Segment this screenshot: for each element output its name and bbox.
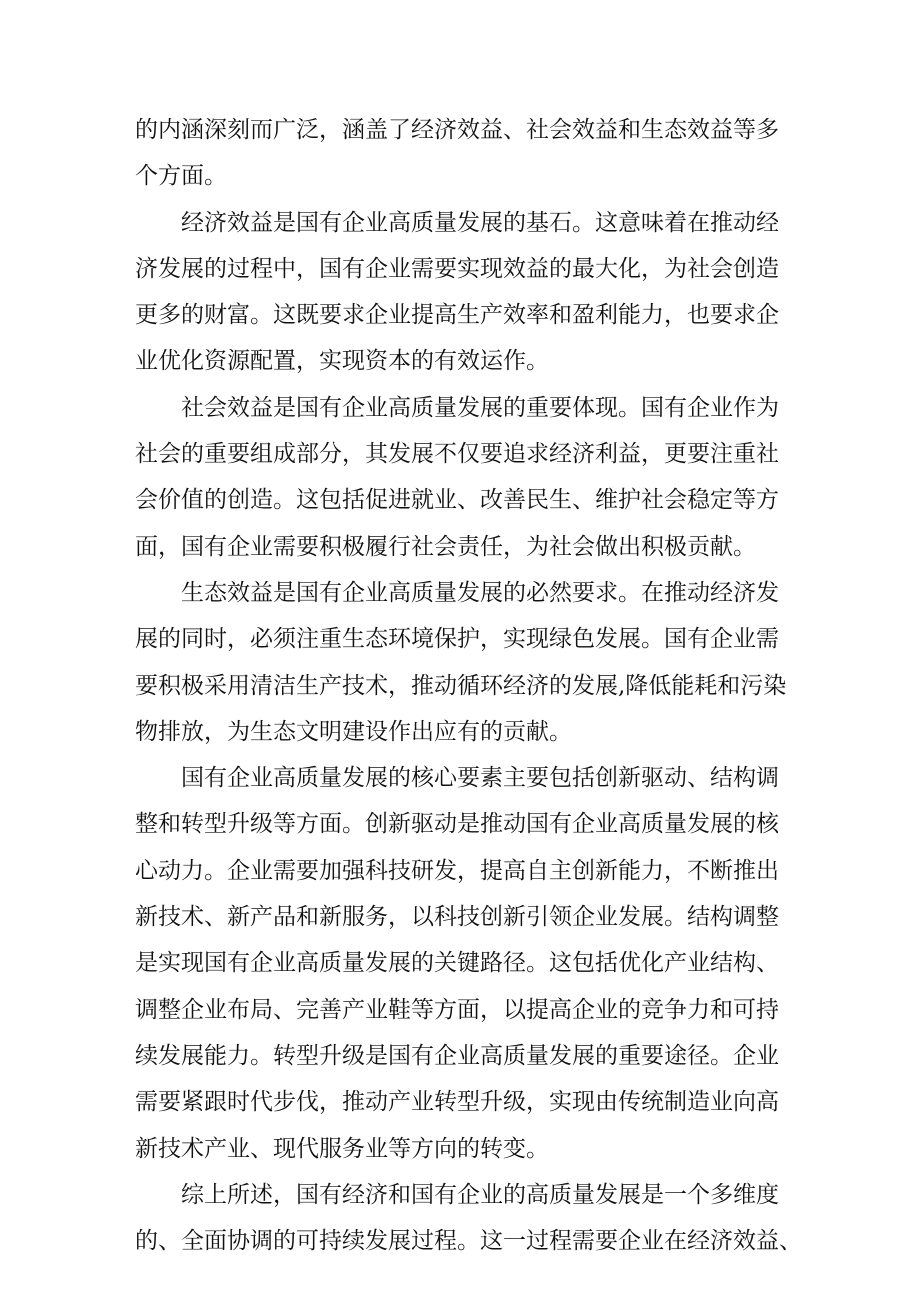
paragraph-conclusion [135, 1172, 802, 1265]
paragraph-economic-benefit [135, 200, 795, 385]
text-line: 的内涵深刻而广泛，涵盖了经济效益、社会效益和生态效益等多 [135, 117, 779, 143]
text-line: 展的同时，必须注重生态环境保护，实现绿色发展。国有企业需 [135, 626, 779, 653]
text-line: 新技术产业、现代服务业等方向的转变。 [135, 1135, 549, 1162]
text-line: 综上所述，国有经济和国有企业的高质量发展是一个多维度 [181, 1181, 779, 1208]
text-line: 整和转型升级等方面。创新驱动是推动国有企业高质量发展的核 [135, 811, 779, 838]
paragraph-continuation [135, 107, 795, 200]
text-line: 社会效益是国有企业高质量发展的重要体现。国有企业作为 [181, 394, 779, 421]
text-line: 个方面。 [135, 163, 227, 190]
text-line: 社会的重要组成部分，其发展不仅要追求经济利益，更要注重社 [135, 441, 779, 468]
text-line: 需要紧跟时代步伐，推动产业转型升级，实现由传统制造业向高 [135, 1089, 779, 1116]
text-line: 国有企业高质量发展的核心要素主要包括创新驱动、结构调 [181, 765, 779, 792]
text-line: 更多的财富。这既要求企业提高生产效率和盈利能力，也要求企 [135, 302, 779, 329]
text-line: 是实现国有企业高质量发展的关键路径。这包括优化产业结构、 [135, 950, 779, 977]
paragraph-ecological-benefit [135, 570, 795, 755]
text-line: 要积极采用清洁生产技术，推动循环经济的发展,降低能耗和污染 [135, 672, 787, 699]
text-line: 济发展的过程中，国有企业需要实现效益的最大化，为社会创造 [135, 255, 779, 282]
text-line: 调整企业布局、完善产业鞋等方面，以提高企业的竞争力和可持 [135, 996, 779, 1023]
text-line: 物排放，为生态文明建设作出应有的贡献。 [135, 718, 572, 745]
text-line: 的、全面协调的可持续发展过程。这一过程需要企业在经济效益、 [135, 1228, 802, 1255]
text-line: 新技术、新产品和新服务，以科技创新引领企业发展。结构调整 [135, 904, 779, 931]
text-line: 会价值的创造。这包括促进就业、改善民生、维护社会稳定等方 [135, 487, 779, 514]
text-line: 续发展能力。转型升级是国有企业高质量发展的重要途径。企业 [135, 1042, 779, 1069]
paragraph-social-benefit [135, 385, 795, 570]
text-line: 经济效益是国有企业高质量发展的基石。这意味着在推动经 [181, 209, 779, 236]
text-line: 面，国有企业需要积极履行社会责任，为社会做出积极贡献。 [135, 533, 756, 560]
text-line: 生态效益是国有企业高质量发展的必然要求。在推动经济发 [181, 579, 779, 606]
text-line: 心动力。企业需要加强科技研发，提高自主创新能力，不断推出 [135, 857, 779, 884]
document-body [135, 107, 802, 1264]
paragraph-core-elements [135, 755, 795, 1172]
text-line: 业优化资源配置，实现资本的有效运作。 [135, 348, 549, 375]
